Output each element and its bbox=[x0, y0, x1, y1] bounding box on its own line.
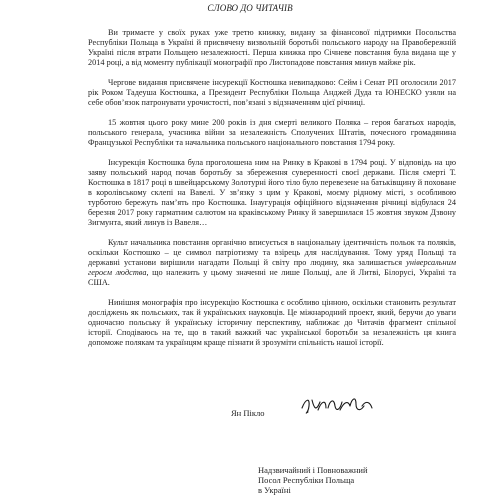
signer-title-line: в Україні bbox=[258, 485, 291, 495]
paragraph-1: Ви тримаєте у своїх руках уже третю книжку, видану за фінансової підтримки Посольства Республіки Польща в Україні й присвячену визвольній боротьбі польського народу на Правобережній Україні після втрати Польщею незалежності. Перша книжка про Січневе повстання була видана ще у 2014 році, а від моменту публікації монографії про Листопадове повстання минув майже рік. bbox=[88, 28, 456, 67]
paragraph-4: Інсурекція Костюшка була проголошена ним на Ринку в Кракові в 1794 році. У відповідь на цю заяву польський народ почав боротьбу за збереження суверенності своєї держави. Після смерті Т. Костюшка в 1817 році в швейцарському Золотурні його тіло було перевезене на батьківщину й поховане в королівському склепі на Вавелі. У зв’язку з цим у Кракові, моєму рідному місті, з особливою турботою бережуть пам’ять про Костюшка. Інаугурація офіційного відзначення річниці відбулася 24 березня 2017 року гарматним салютом на краківському Ринку й завершилася 15 жовтня звуком Дзвону Зигмунта, який линув із Вавеля… bbox=[88, 158, 456, 227]
page-title: СЛОВО ДО ЧИТАЧІВ bbox=[207, 3, 293, 13]
paragraph-2: Чергове видання присвячене інсурекції Костюшка невипадково: Сейм і Сенат РП оголосили 2017 рік Роком Тадеуша Костюшка, а Президент Республіки Польща Анджей Дуда та ЮНЕСКО узяли на себе обов’язок патронувати урочистості, пов’язані з відзначенням цієї річниці. bbox=[88, 78, 456, 107]
signer-title bbox=[258, 465, 478, 495]
letter-body bbox=[88, 28, 456, 358]
paragraph-3: 15 жовтня цього року мине 200 років із дня смерті великого Поляка – героя багатьох народів, польського генерала, учасника війни за незалежність Сполучених Штатів, почесного громадянина Французької Республіки та начальника польського національного повстання 1794 року. bbox=[88, 118, 456, 147]
paragraph-6: Нинішня монографія про інсурекцію Костюшка є особливо цінною, оскільки становить результат досліджень як польських, так й українських науковців. Це міжнародний проект, який, беручи до уваги одночасно польську й українську історичну перспективу, наближає до Читачів фрагмент спільної історії. Сподіваюсь на те, що в такий важкий час української боротьби за незалежність ця книга допоможе полякам та українцям краще пізнати й зрозуміти спільність нашої історії. bbox=[88, 298, 456, 347]
signature-image bbox=[300, 394, 380, 416]
paragraph-5-italic: універсальним героєм людства bbox=[88, 258, 456, 277]
paragraph-5-tail: , що належить у цьому значенні не лише Польщі, але й Литві, Білорусі, Україні та США. bbox=[88, 268, 456, 287]
paragraph-5-text: Культ начальника повстання органічно вписується в національну ідентичність польок та поляків, оскільки Костюшко – це символ патріотизму та взірець для наслідування. Тому уряд Польщі та державні установи вирішили нагадати Польщі й світу про людину, яка залишається bbox=[88, 238, 456, 267]
paragraph-5 bbox=[88, 238, 456, 288]
signer-title-line: Посол Республіки Польща bbox=[258, 475, 355, 485]
signer-title-line: Надзвичайний і Повноважний bbox=[258, 465, 368, 475]
signer-name: Ян Піклo bbox=[231, 408, 265, 418]
